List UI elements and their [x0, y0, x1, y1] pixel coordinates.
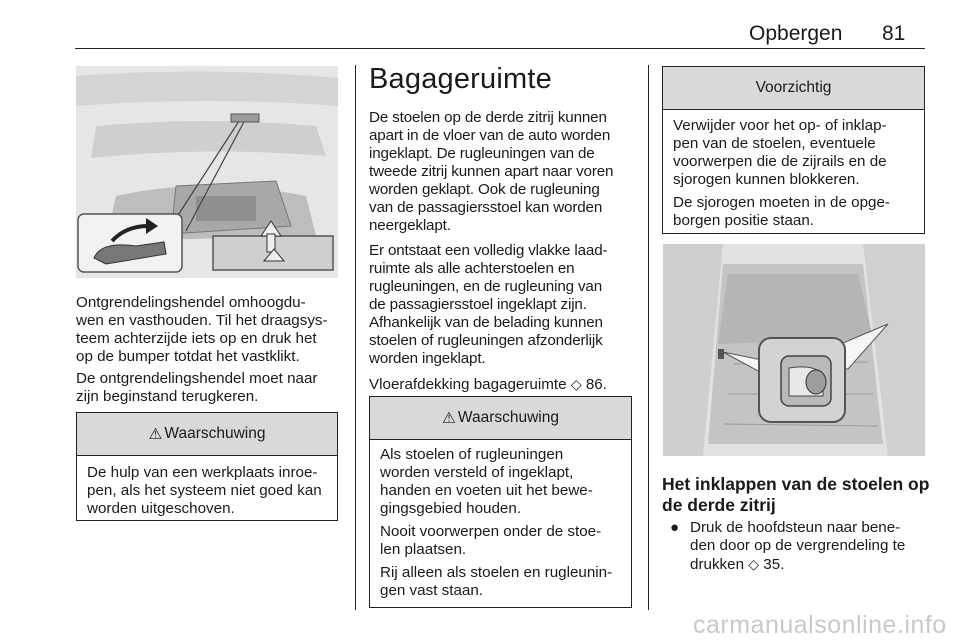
warning-box: [369, 396, 632, 608]
bagage-rail-illustration: [76, 66, 338, 278]
paragraph: De stoelen op de derde zitrij kunnen apart in de vloer van de auto worden ingeklapt. De rugleuningen van de tweede zitrij kunnen apart naar voren worden geklapt. Ook de rugleuning van de passagiersstoel kan worden neergeklapt.: [369, 109, 614, 234]
bullet-icon: ●: [670, 519, 680, 536]
warning-text: De hulp van een werkplaats inroe- pen, als het systeem niet goed kan worden uitgeschoven.: [87, 464, 322, 517]
page-title: Opbergen: [749, 22, 843, 45]
page-number: 81: [882, 22, 906, 45]
caution-text: Verwijder voor het op- of inklap- pen van de stoelen, eventuele voorwerpen die de zijrails en de sjorogen kunnen blokkeren.: [673, 117, 887, 188]
caution-title: Voorzichtig: [755, 79, 832, 96]
page-header: [0, 0, 960, 52]
page-ref-icon: ◇: [748, 556, 760, 572]
warning-header: [370, 397, 631, 440]
subsection-heading: Het inklappen van de stoelen op de derde zitrij: [662, 474, 930, 515]
warning-title: Waarschuwing: [164, 425, 266, 442]
watermark-text: carmanualsonline.info: [693, 611, 947, 639]
section-heading: Bagageruimte: [369, 63, 552, 95]
crossref-page[interactable]: 86.: [585, 376, 607, 393]
bullet-text: Druk de hoofdsteun naar bene- den door op de vergrendeling te drukken: [690, 519, 906, 573]
caution-text: De sjorogen moeten in de opge- borgen positie staan.: [673, 194, 890, 229]
paragraph: Er ontstaat een volledig vlakke laad- ruimte als alle achterstoelen en rugleuningen, en de rugleuning van de passagiersstoel ingeklapt zijn. Afhankelijk van de belading kunnen stoelen of rugleuningen afzonderlijk worden ingeklapt.: [369, 242, 608, 367]
warning-header: [77, 413, 337, 456]
bullet-paragraph: [690, 519, 930, 574]
warning-title: Waarschuwing: [457, 409, 559, 426]
warning-text: Rij alleen als stoelen en rugleunin- gen vast staan.: [380, 564, 613, 599]
page-ref-icon: ◇: [570, 376, 582, 392]
warning-triangle-icon: ⚠: [148, 425, 163, 443]
column-divider-right: [648, 65, 649, 610]
warning-text: Nooit voorwerpen onder de stoe- len plaatsen.: [380, 523, 602, 558]
paragraph: Ontgrendelingshendel omhoogdu- wen en vasthouden. Til het draagsys- teem achterzijde iets op en druk het op de bumper totdat het vastklikt.: [76, 294, 328, 365]
paragraph: De ontgrendelingshendel moet naar zijn beginstand terugkeren.: [76, 370, 318, 405]
caution-header: [663, 67, 924, 110]
crossref-text: Vloerafdekking bagageruimte: [369, 376, 567, 393]
column-divider-left: [355, 65, 356, 610]
header-rule: [75, 48, 925, 49]
warning-box: [76, 412, 338, 521]
warning-text: Als stoelen of rugleuningen worden versteld of ingeklapt, handen en voeten uit het bewe- gingsgebied houden.: [380, 446, 593, 517]
warning-triangle-icon: ⚠: [442, 409, 456, 427]
sjorogen-illustration: [663, 244, 925, 456]
caution-box: [662, 66, 925, 234]
crossref-paragraph: [369, 375, 639, 394]
crossref-page[interactable]: 35.: [763, 556, 785, 573]
